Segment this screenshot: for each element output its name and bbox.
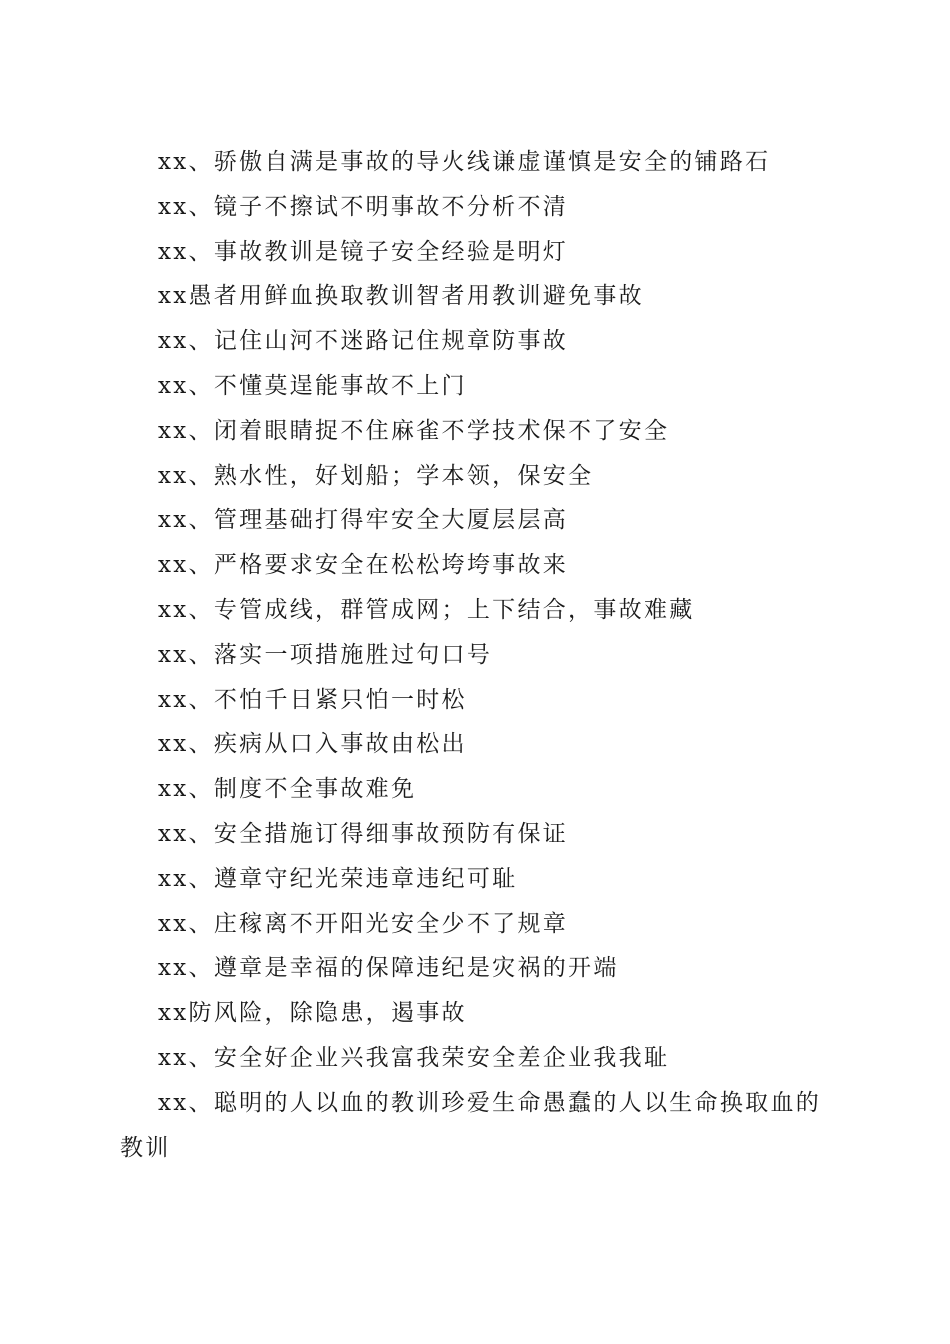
slogan-line-9: xx、管理基础打得牢安全大厦层层高 <box>158 507 569 534</box>
slogan-line-4: xx愚者用鲜血换取教训智者用教训避免事故 <box>158 283 644 310</box>
slogan-line-7: xx、闭着眼睛捉不住麻雀不学技术保不了安全 <box>158 417 670 444</box>
slogan-line-2: xx、镜子不擦试不明事故不分析不清 <box>158 193 569 220</box>
slogan-line-15: xx、制度不全事故难免 <box>158 776 417 803</box>
slogan-line-20: xx防风险，除隐患，遏事故 <box>158 1000 467 1027</box>
slogan-line-8: xx、熟水性，好划船；学本领，保安全 <box>158 462 594 489</box>
slogan-line-10: xx、严格要求安全在松松垮垮事故来 <box>158 552 569 579</box>
slogan-line-11: xx、专管成线，群管成网；上下结合，事故难藏 <box>158 596 695 623</box>
slogan-line-22: xx、聪明的人以血的教训珍爱生命愚蠢的人以生命换取血的教训 <box>120 1089 822 1161</box>
slogan-line-21: xx、安全好企业兴我富我荣安全差企业我我耻 <box>158 1044 670 1071</box>
slogan-line-16: xx、安全措施订得细事故预防有保证 <box>158 820 569 847</box>
slogan-line-5: xx、记住山河不迷路记住规章防事故 <box>158 328 569 355</box>
slogan-line-1: xx、骄傲自满是事故的导火线谦虚谨慎是安全的铺路石 <box>158 149 771 175</box>
slogan-line-14: xx、疾病从口入事故由松出 <box>158 731 467 758</box>
slogan-line-13: xx、不怕千日紧只怕一时松 <box>158 686 467 713</box>
slogan-line-12: xx、落实一项措施胜过句口号 <box>158 641 493 668</box>
slogan-list <box>120 140 830 1170</box>
slogan-line-17: xx、遵章守纪光荣违章违纪可耻 <box>158 865 518 892</box>
slogan-line-19: xx、遵章是幸福的保障违纪是灾祸的开端 <box>158 955 619 982</box>
slogan-line-18: xx、庄稼离不开阳光安全少不了规章 <box>158 910 569 937</box>
slogan-line-6: xx、不懂莫逞能事故不上门 <box>158 372 467 399</box>
slogan-line-3: xx、事故教训是镜子安全经验是明灯 <box>158 238 569 265</box>
